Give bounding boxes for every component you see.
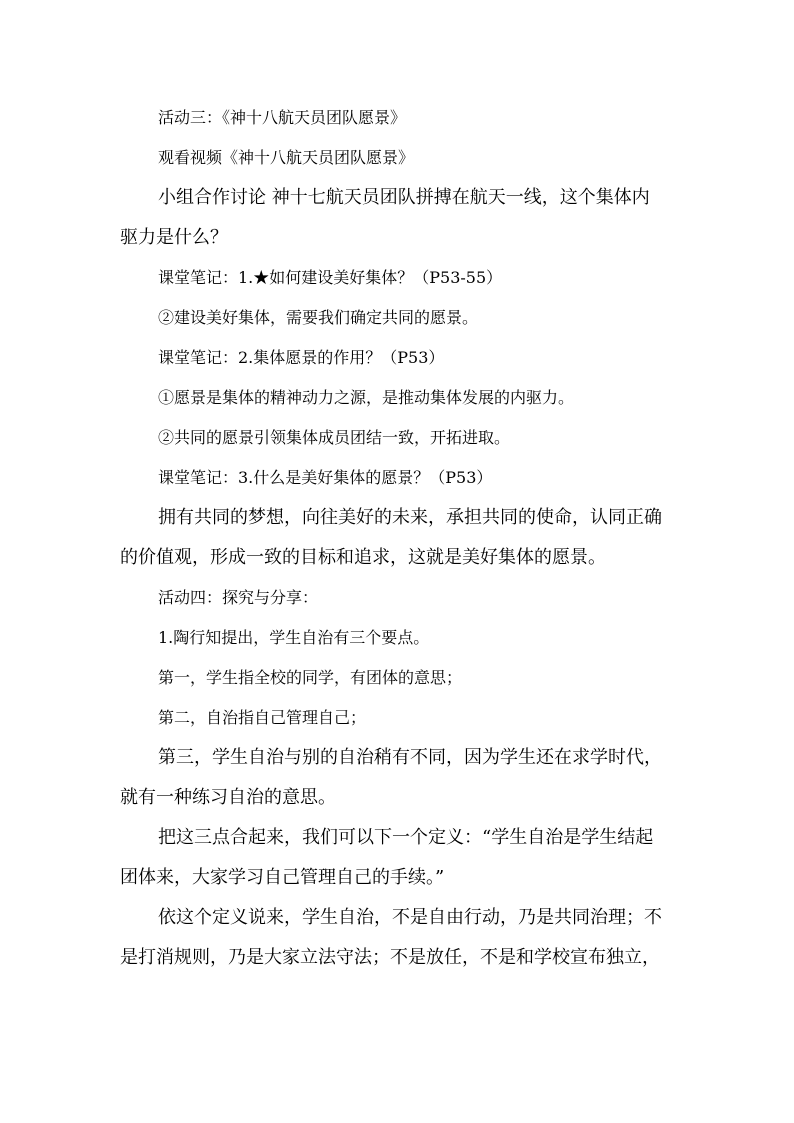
paragraph-line: 团体来，大家学习自己管理自己的手续。” [120, 867, 445, 888]
paragraph-group-discussion [120, 178, 680, 258]
paragraph-tao-xingzhi: 1.陶行知提出，学生自治有三个要点。 [158, 628, 430, 647]
paragraph-line: 是打消规则，乃是大家立法守法；不是放任，不是和学校宣布独立， [120, 947, 660, 968]
paragraph-definition [120, 818, 680, 898]
paragraph-note-2: 课堂笔记：2.集体愿景的作用？（P53） [158, 348, 445, 367]
paragraph-note-2-answer-1: ①愿景是集体的精神动力之源，是推动集体发展的内驱力。 [158, 388, 575, 407]
paragraph-watch-video: 观看视频《神十八航天员团队愿景》 [158, 148, 415, 167]
paragraph-line: 小组合作讨论 神十七航天员团队拼搏在航天一线，这个集体内 [158, 187, 650, 208]
paragraph-line: 把这三点合起来，我们可以下一个定义：“学生自治是学生结起 [158, 827, 654, 848]
paragraph-point-two: 第二，自治指自己管理自己； [158, 708, 367, 727]
paragraph-line: 第三，学生自治与别的自治稍有不同，因为学生还在求学时代， [158, 747, 662, 768]
paragraph-note-1-answer: ②建设美好集体，需要我们确定共同的愿景。 [158, 308, 479, 327]
paragraph-line: 依这个定义说来，学生自治，不是自由行动，乃是共同治理；不 [158, 907, 662, 928]
paragraph-line: 驱力是什么？ [120, 227, 228, 248]
paragraph-line: 就有一种练习自治的意思。 [120, 787, 336, 808]
document-body [120, 98, 680, 978]
paragraph-point-three [120, 738, 680, 818]
paragraph-activity-four-title: 活动四：探究与分享： [158, 588, 319, 607]
paragraph-note-1: 课堂笔记：1.★如何建设美好集体？（P53-55） [158, 268, 503, 287]
paragraph-line: 拥有共同的梦想，向往美好的未来，承担共同的使命，认同正确 [158, 507, 662, 528]
paragraph-line: 的价值观，形成一致的目标和追求，这就是美好集体的愿景。 [120, 547, 606, 568]
paragraph-activity-three-title: 活动三：《神十八航天员团队愿景》 [158, 108, 407, 127]
paragraph-note-3: 课堂笔记：3.什么是美好集体的愿景？（P53） [158, 468, 493, 487]
paragraph-point-one: 第一，学生指全校的同学，有团体的意思； [158, 668, 463, 687]
paragraph-note-3-answer [120, 498, 680, 578]
paragraph-explanation [120, 898, 680, 978]
paragraph-note-2-answer-2: ②共同的愿景引领集体成员团结一致，开拓进取。 [158, 428, 511, 447]
